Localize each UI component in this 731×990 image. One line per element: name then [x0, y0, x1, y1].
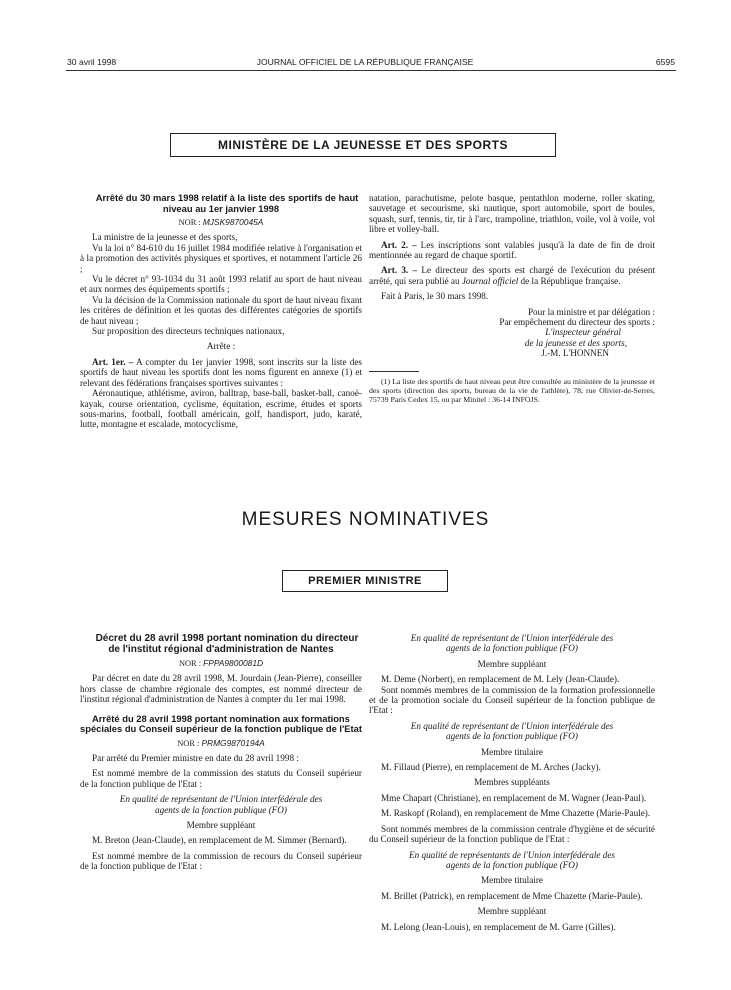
- article-3: [369, 265, 655, 286]
- article-3-label: Art. 3. –: [381, 265, 418, 276]
- signatory-name: J.-M. L'HONNEN: [541, 348, 609, 359]
- arrete2-para: Par arrêté du Premier ministre en date du 28 avril 1998 :: [92, 753, 299, 764]
- arrete1-para: Vu la décision de la Commission nationale du sport de haut niveau fixant les critères de définition et les quotas des différentes catégories de sportifs de haut niveau ;: [80, 294, 362, 326]
- arrete2-para: Est nommé membre de la commission des statuts du Conseil supérieur de la fonction publique de l'Etat :: [80, 768, 362, 789]
- arrete1-nor: [80, 217, 362, 228]
- decret-nor: [80, 658, 362, 669]
- arrete2-title: Arrêté du 28 avril 1998 portant nomination aux formations spéciales du Conseil supérieur de la fonction publique de l'Etat: [80, 712, 362, 735]
- decret-body: Par décret en date du 28 avril 1998, M. Jourdain (Jean-Pierre), conseiller hors classe de chambre régionale des comptes, est nommé directeur de l'institut régional d'administration de Nantes à compter du 1er mai 1998.: [80, 673, 362, 705]
- qualite-heading: En qualité de représentant de l'Union interfédérale des agents de la fonction publique (FO): [410, 720, 614, 742]
- article-1-label: Art. 1er. –: [92, 356, 134, 367]
- footnote: (1) La liste des sportifs de haut niveau peut être consultée au ministère de la jeunesse et des sports (direction des sports, bureau de la vie de l'athlète), 78, rue Olivier-de-Serres, 75739 Paris Cedex 15, ou par Minitel : 36-14 INFOJS.: [369, 376, 655, 404]
- membre-heading: Membre titulaire: [481, 746, 543, 757]
- membre-heading: Membre suppléant: [477, 906, 547, 917]
- signature-line: L'inspecteur général: [545, 327, 621, 338]
- membre-heading: Membre titulaire: [481, 875, 543, 886]
- bottom-right-column: [369, 633, 655, 932]
- membre-heading: Membre suppléant: [477, 658, 547, 669]
- header-date: 30 avril 1998: [67, 57, 117, 67]
- arrete1-para: Vu le décret n° 93-1034 du 31 août 1993 relatif au sport de haut niveau et aux normes des équipements sportifs ;: [80, 274, 362, 295]
- signature-line: Pour la ministre et par délégation :: [527, 306, 655, 317]
- article-3-text: Le directeur des sports est chargé de l'exécution du présent arrêté, qui sera publié au: [369, 265, 656, 286]
- qualite-heading: En qualité de représentants de l'Union interfédérale des agents de la fonction publique (FO): [408, 849, 615, 870]
- signature-line: Par empêchement du directeur des sports :: [499, 317, 655, 328]
- arrete2-para: M. Raskopf (Roland), en remplacement de Mme Chazette (Marie-Paule).: [381, 808, 651, 819]
- header-page-number: 6595: [655, 57, 675, 67]
- arrete2-para: M. Deme (Norbert), en remplacement de M. Lely (Jean-Claude).: [381, 674, 620, 685]
- sports-list-b: natation, parachutisme, pelote basque, pentathlon moderne, roller skating, sauvetage et secourisme, ski nautique, sport automobile, sport de boules, squash, surf, tennis, tir, tir à l'arc, trampoline, triathlon, voile, vol à voile, vol libre et volley-ball.: [369, 193, 655, 235]
- article-2: [369, 240, 655, 261]
- arrete1-left-column: [80, 193, 362, 430]
- signature-line: de la jeunesse et des sports,: [524, 337, 627, 348]
- arrete1-para: Vu la loi n° 84-610 du 16 juillet 1984 modifiée relative à l'organisation et à la promotion des activités physiques et sportives, et notamment l'article 26 ;: [80, 242, 362, 274]
- arrete2-para: M. Breton (Jean-Claude), en remplacement de M. Simmer (Bernard).: [92, 835, 347, 846]
- ministry-box: [170, 133, 556, 157]
- arrete2-para: Sont nommés membres de la commission centrale d'hygiène et de sécurité du Conseil supérieur de la fonction publique de l'Etat :: [369, 823, 655, 845]
- fait-a-paris: Fait à Paris, le 30 mars 1998.: [381, 291, 489, 302]
- nor-label: NOR :: [178, 218, 201, 227]
- nor-label: NOR :: [177, 738, 200, 748]
- section-title: MESURES NOMINATIVES: [241, 509, 490, 530]
- arrete1-para: La ministre de la jeunesse et des sports,: [92, 232, 238, 243]
- membre-heading: Membres suppléants: [474, 777, 550, 788]
- arrete-verb: Arrête :: [206, 341, 236, 352]
- arrete1-title: Arrêté du 30 mars 1998 relatif à la liste des sportifs de haut niveau au 1er janvier 1998: [95, 192, 359, 214]
- article-1: [80, 357, 362, 388]
- premier-ministre-title: PREMIER MINISTRE: [308, 575, 422, 587]
- nor-code: FPPA9800081D: [203, 658, 264, 668]
- arrete2-nor: [80, 738, 362, 749]
- sports-list-a: Aéronautique, athlétisme, aviron, balltrap, base-ball, basket-ball, canoë-kayak, course orientation, cyclisme, équitation, escrime, études et sports sous-marins, football, football américain, golf, handisport, judo, karaté, lutte, montagne et escalade, motocyclisme,: [80, 388, 362, 430]
- journal-officiel-ref: Journal officiel: [461, 275, 519, 286]
- arrete2-para: Sont nommés membres de la commission de la formation professionnelle et de la promotion sociale du Conseil supérieur de la fonction publique de l'Etat :: [369, 684, 655, 716]
- header-rule: [66, 70, 676, 71]
- nor-code: PRMG9870194A: [201, 737, 265, 748]
- nor-label: NOR :: [178, 659, 202, 668]
- arrete2-para: M. Lelong (Jean-Louis), en remplacement de M. Garre (Gilles).: [381, 921, 616, 932]
- membre-heading: Membre suppléant: [186, 820, 256, 831]
- qualite-heading: En qualité de représentant de l'Union interfédérale des agents de la fonction publique (FO): [410, 633, 614, 654]
- article-3-text-end: de la République française.: [520, 275, 621, 286]
- arrete2-para: M. Brillet (Patrick), en remplacement de Mme Chazette (Marie-Paule).: [381, 890, 643, 901]
- bottom-left-column: [80, 633, 362, 872]
- qualite-heading: En qualité de représentant de l'Union interfédérale des agents de la fonction publique (FO): [119, 794, 323, 815]
- arrete2-para: M. Fillaud (Pierre), en remplacement de M. Arches (Jacky).: [381, 762, 601, 773]
- arrete2-para: Mme Chapart (Christiane), en remplacement de M. Wagner (Jean-Paul).: [381, 792, 647, 803]
- article-1-text: A compter du 1er janvier 1998, sont inscrits sur la liste des sportifs de haut niveau les sportifs dont les noms figurent en annexe (1) et relevant des fédérations françaises sportives suivantes :: [80, 356, 362, 388]
- header-journal-title: JOURNAL OFFICIEL DE LA RÉPUBLIQUE FRANÇAISE: [256, 57, 474, 67]
- page-header: [55, 57, 675, 70]
- arrete1-para: Sur proposition des directeurs techniques nationaux,: [92, 326, 285, 337]
- nor-code: MJSK9870045A: [202, 217, 264, 227]
- ministry-title: MINISTÈRE DE LA JEUNESSE ET DES SPORTS: [218, 138, 508, 152]
- footnote-rule: [369, 371, 419, 372]
- arrete1-right-column: [369, 193, 655, 404]
- premier-ministre-box: [282, 570, 448, 592]
- article-2-text: Les inscriptions sont valables jusqu'à la date de fin de droit mentionnée au regard de chaque sportif.: [369, 239, 655, 261]
- decret-title: Décret du 28 avril 1998 portant nomination du directeur de l'institut régional d'administration de Nantes: [95, 633, 359, 655]
- arrete2-para: Est nommé membre de la commission de recours du Conseil supérieur de la fonction publique de l'Etat :: [80, 850, 362, 872]
- article-2-label: Art. 2. –: [381, 239, 417, 250]
